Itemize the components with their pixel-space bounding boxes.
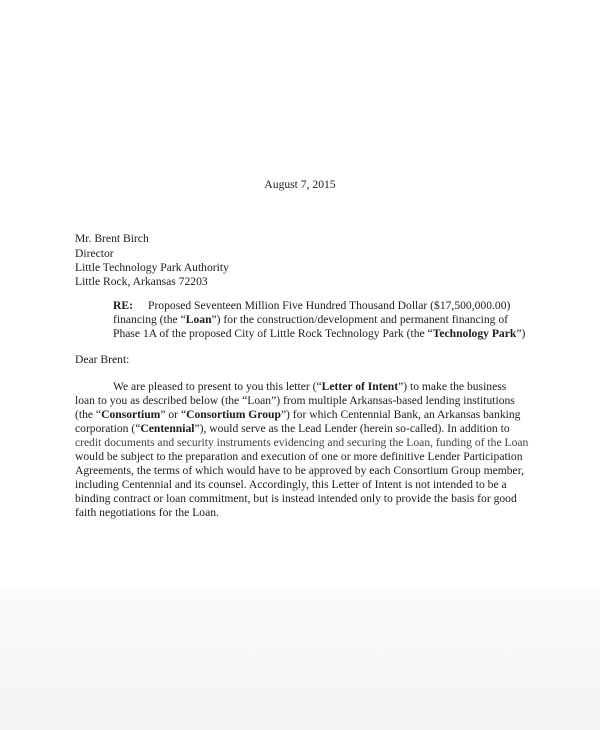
page-bottom-shade	[0, 590, 600, 730]
recipient-organization: Little Technology Park Authority	[75, 261, 229, 274]
body-line-6: would be subject to the preparation and execution of one or more definitive Lender Participation	[75, 450, 523, 463]
body-line-1	[113, 380, 506, 394]
letter-date: August 7, 2015	[264, 178, 336, 191]
consortium-group-term: Consortium Group	[186, 408, 281, 421]
body-line-8: including Centennial and its counsel. Accordingly, this Letter of Intent is not intended to be a	[75, 478, 507, 491]
recipient-address: Little Rock, Arkansas 72203	[75, 275, 208, 288]
re-line-3-a: Phase 1A of the proposed City of Little Rock Technology Park (the “	[113, 327, 433, 340]
body-line-3-e: ”) for which Centennial Bank, an Arkansas banking	[280, 408, 521, 421]
salutation: Dear Brent:	[75, 353, 130, 366]
consortium-term: Consortium	[101, 408, 161, 421]
recipient-name: Mr. Brent Birch	[75, 232, 149, 245]
re-line-2-a: financing (the “	[113, 313, 186, 326]
body-line-2: loan to you as described below (the “Loan”) from multiple Arkansas-based lending institutions	[75, 394, 515, 407]
body-line-3	[75, 408, 520, 422]
re-line-2	[113, 313, 508, 327]
body-line-1-a: We are pleased to present to you this letter (“	[113, 380, 322, 393]
centennial-term: Centennial	[140, 422, 195, 435]
body-line-9: binding contract or loan commitment, but is instead intended only to provide the basis for good	[75, 492, 517, 505]
letter-of-intent-term: Letter of Intent	[321, 380, 399, 393]
body-line-3-c: ” or “	[160, 408, 187, 421]
body-line-4	[75, 422, 510, 436]
re-line-3	[113, 327, 525, 341]
body-line-1-c: ”) to make the business	[398, 380, 507, 393]
re-line-1: Proposed Seventeen Million Five Hundred Thousand Dollar ($17,500,000.00)	[148, 299, 511, 312]
body-line-7: Agreements, the terms of which would have to be approved by each Consortium Group member,	[75, 464, 524, 477]
re-label: RE:	[113, 299, 133, 312]
re-technology-park-term: Technology Park	[432, 327, 517, 340]
recipient-title: Director	[75, 247, 114, 260]
re-loan-term: Loan	[185, 313, 212, 326]
body-line-4-a: corporation (“	[75, 422, 141, 435]
body-line-3-a: (the “	[75, 408, 102, 421]
re-line-3-c: ”)	[516, 327, 526, 340]
body-line-5: credit documents and security instruments evidencing and securing the Loan, funding of the Loan	[75, 436, 529, 449]
body-line-10: faith negotiations for the Loan.	[75, 506, 219, 519]
body-line-4-c: ”), would serve as the Lead Lender (herein so-called). In addition to	[194, 422, 510, 435]
re-line-2-c: ”) for the construction/development and permanent financing of	[211, 313, 509, 326]
